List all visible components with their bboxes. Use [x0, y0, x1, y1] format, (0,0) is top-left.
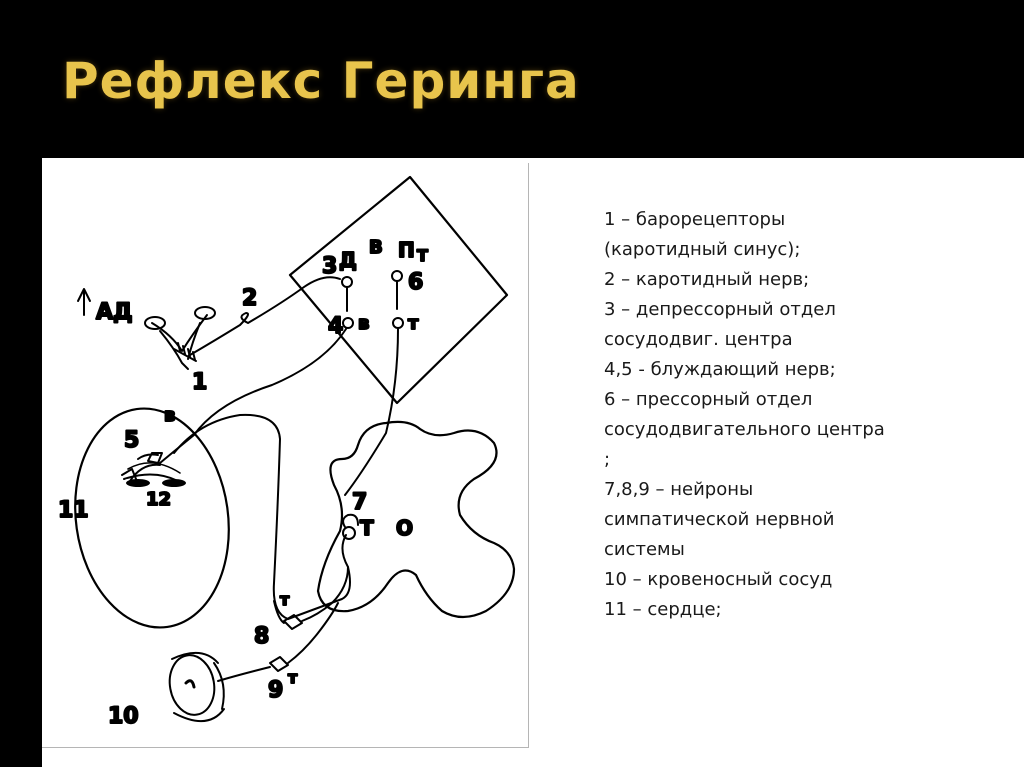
label-11: 11 — [58, 498, 89, 523]
label-o-ganglion: О — [396, 516, 414, 540]
label-12: 12 — [146, 489, 172, 510]
blood-vessel — [165, 652, 224, 721]
legend-line: симпатической нервной — [604, 509, 835, 530]
label-p-top: П — [398, 238, 415, 262]
label-v-heart: в — [164, 405, 176, 426]
neuron-9 — [270, 657, 288, 671]
label-t-ganglion: Т — [360, 516, 374, 540]
sympathetic-descending-path — [345, 329, 398, 495]
sympathetic-center-neuron — [393, 318, 403, 328]
label-3: 3 — [322, 254, 338, 279]
pressor-neuron-6 — [392, 271, 402, 281]
legend-line: 10 – кровеносный сосуд — [604, 569, 833, 590]
vasomotor-center-square — [290, 177, 507, 403]
label-2: 2 — [242, 286, 258, 311]
label-9: 9 — [268, 678, 284, 703]
label-10: 10 — [108, 704, 139, 729]
label-t-mid: т — [408, 313, 419, 334]
legend-line: 6 – прессорный отдел — [604, 389, 813, 410]
carotid-bifurcation — [145, 307, 215, 369]
neuron-7 — [343, 527, 355, 539]
legend-line: сосудодвиг. центра — [604, 329, 793, 350]
reflex-diagram-svg — [42, 163, 528, 747]
sympathetic-heart-fiber — [174, 415, 350, 619]
slide-title: Рефлекс Геринга — [62, 52, 580, 110]
label-7: 7 — [352, 490, 368, 515]
legend-line: 7,8,9 – нейроны — [604, 479, 754, 500]
legend-line: 4,5 - блуждающий нерв; — [604, 359, 836, 380]
legend-line: 1 – барорецепторы — [604, 209, 786, 230]
legend — [604, 205, 964, 625]
legend-line: 11 – сердце; — [604, 599, 722, 620]
heart-node-left — [126, 479, 150, 487]
vagus-neuron-4 — [343, 318, 353, 328]
label-t-top: Т — [417, 246, 428, 265]
legend-line: 2 – каротидный нерв; — [604, 269, 810, 290]
label-8: 8 — [254, 624, 270, 649]
legend-line: (каротидный синус); — [604, 239, 801, 260]
heart-node-right — [162, 479, 186, 487]
label-d-top: Д — [339, 248, 357, 272]
reflex-diagram — [42, 163, 529, 748]
sympathetic-ganglion — [318, 422, 514, 617]
label-v-top: В — [369, 237, 383, 258]
label-5: 5 — [124, 428, 140, 453]
label-v-mid: в — [358, 313, 370, 334]
label-t9: т — [288, 668, 298, 687]
label-t8: т — [280, 590, 290, 609]
label-4: 4 — [328, 314, 344, 339]
legend-line: сосудодвигательного центра — [604, 419, 885, 440]
legend-line: системы — [604, 539, 685, 560]
legend-line: 3 – депрессорный отдел — [604, 299, 836, 320]
label-1: 1 — [192, 370, 208, 395]
legend-line: ; — [604, 449, 611, 470]
label-ad: АД — [96, 300, 133, 325]
depressor-neuron-3 — [342, 277, 352, 287]
label-6: 6 — [408, 270, 424, 295]
